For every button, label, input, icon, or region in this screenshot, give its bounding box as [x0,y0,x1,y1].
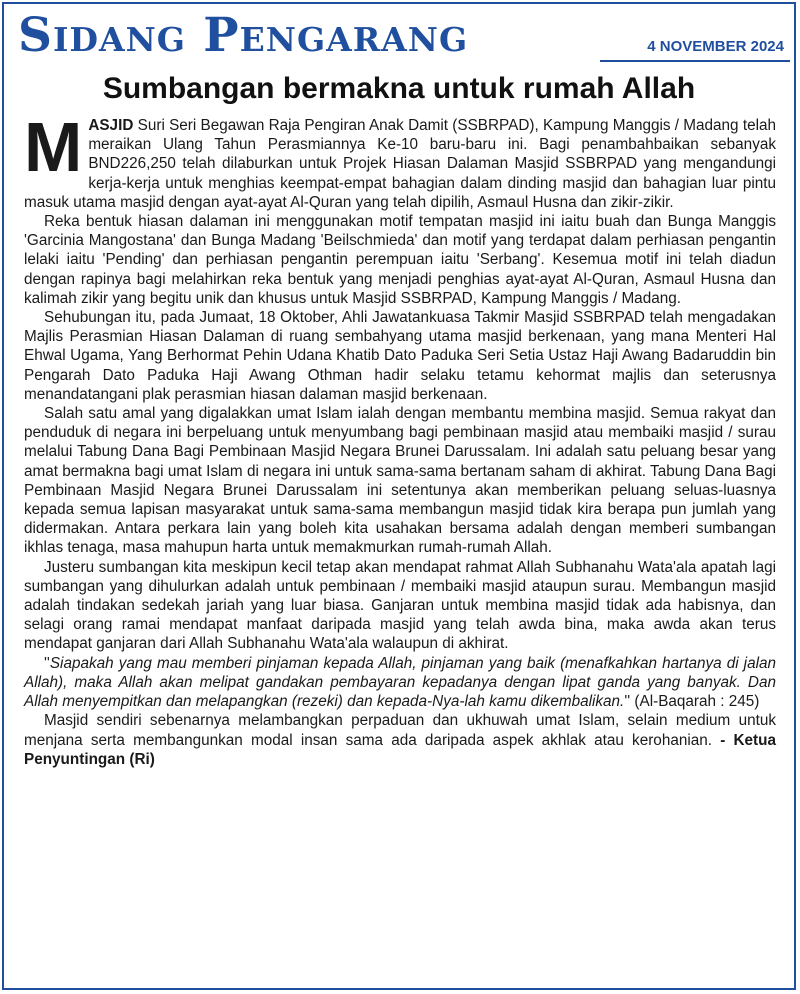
masthead-rule [600,60,790,62]
paragraph-7 [24,711,776,769]
drop-cap: M [24,108,83,186]
masthead [4,4,794,72]
paragraph-6 [24,654,776,712]
paragraph-4: Salah satu amal yang digalakkan umat Islam ialah dengan membantu membina masjid. Semua rakyat dan penduduk di negara ini berpeluang untuk menyumbang bagi pembinaan masjid atau membaiki masjid / surau melalui Tabung Dana Bagi Pembinaan Masjid Negara Brunei Darussalam. Ini adalah satu peluang besar yang amat bermakna bagi umat Islam di negara ini untuk sama-sama bertanam saham di akhirat. Tabung Dana Bagi Pembinaan Masjid Negara Brunei Darussalam ini setentunya akan memberikan peluang seluas-luasnya kepada semua lapisan masyarakat untuk sama-sama membangun masjid tidak kira berapa pun jumlah yang didermakan. Antara perkara lain yang boleh kita usahakan bersama adalah dengan memberi sumbangan ikhlas tenaga, masa mahupun harta untuk memakmurkan rumah-rumah Allah. [24,405,776,557]
paragraph-3: Sehubungan itu, pada Jumaat, 18 Oktober, Ahli Jawatankuasa Takmir Masjid SSBRPAD telah mengadakan Majlis Perasmian Hiasan Dalaman di ruang sembahyang utama masjid berkenaan, yang mana Menteri Hal Ehwal Ugama, Yang Berhormat Pehin Udana Khatib Dato Paduka Seri Setia Ustaz Haji Awang Badaruddin bin Pengarah Dato Paduka Haji Awang Othman hadir selaku tetamu kehormat majlis dan seterusnya menandatangani plak perasmian hiasan dalaman masjid berkenaan. [24,309,776,403]
paragraph-5: Justeru sumbangan kita meskipun kecil tetap akan mendapat rahmat Allah Subhanahu Wata'ala apatah lagi sumbangan yang dihulurkan adalah untuk pembinaan / membaiki masjid ataupun surau. Membangun masjid adalah tindakan sedekah jariah yang luar biasa. Ganjaran untuk membina masjid tidak ada habisnya, dan selagi orang ramai mendapat manfaat daripada masjid yang telah awda bina, maka awda akan terus mendapat ganjaran dari Allah Subhanahu Wata'ala walaupun di akhirat. [24,558,776,653]
signoff: - Ketua Penyuntingan (Ri) [24,731,776,768]
quote-open: '' [44,654,50,672]
paragraph-1 [24,108,776,212]
quran-quote: Siapakah yang mau memberi pinjaman kepada Allah, pinjaman yang baik (menafkahkan hartanya di jalan Allah), maka Allah akan melipat gandakan pembayaran kepadanya dengan lipat ganda yang banyak. Dan Allah menyempitkan dan melapangkan (rezeki) dan kepada-Nya-lah kamu dikembalikan. [24,654,776,711]
lead-word: ASJID [88,117,134,134]
quote-citation: '' (Al-Baqarah : 245) [624,693,760,711]
section-title: Sidang Pengarang [18,8,469,63]
article-body [24,108,776,769]
paragraph-2: Reka bentuk hiasan dalaman ini menggunakan motif tempatan masjid ini iaitu buah dan Bunga Manggis 'Garcinia Mangostana' dan Bunga Madang 'Beilschmieda' dan motif yang terdapat dalam perhiasan pengantin lelaki iaitu 'Pending' dan perhiasan pengantin perempuan iaitu 'Serbang'. Kesemua motif ini telah diadun dengan rapinya bagi melahirkan reka bentuk yang menjadi penghias ayat-ayat Al-Quran, Asmaul Husna dan kalimah zikir yang begitu unik dan khusus untuk Masjid SSBRPAD, Kampung Manggis / Madang. [24,213,776,307]
publication-date: 4 NOVEMBER 2024 [647,38,784,55]
paragraph-7-text: Masjid sendiri sebenarnya melambangkan perpaduan dan ukhuwah umat Islam, selain medium untuk menjana serta membangunkan modal insan sama ada daripada aspek akhlak atau kerohanian. [24,712,776,749]
editorial-frame [2,2,796,990]
paragraph-1-text: Suri Seri Begawan Raja Pengiran Anak Damit (SSBRPAD), Kampung Manggis / Madang telah meraikan Ulang Tahun Perasmiannya Ke-10 baru-baru ini. Bagi penambahbaikan sebanyak BND226,250 telah dilaburkan untuk Projek Hiasan Dalaman Masjid SSBRPAD yang mengandungi kerja-kerja untuk menghias keempat-empat bahagian dalam dinding masjid dan bahagian luar pintu masuk utama masjid dengan ayat-ayat Al-Quran yang telah dipilih, Asmaul Husna dan zikir-zikir. [24,117,776,211]
headline: Sumbangan bermakna untuk rumah Allah [102,72,696,105]
